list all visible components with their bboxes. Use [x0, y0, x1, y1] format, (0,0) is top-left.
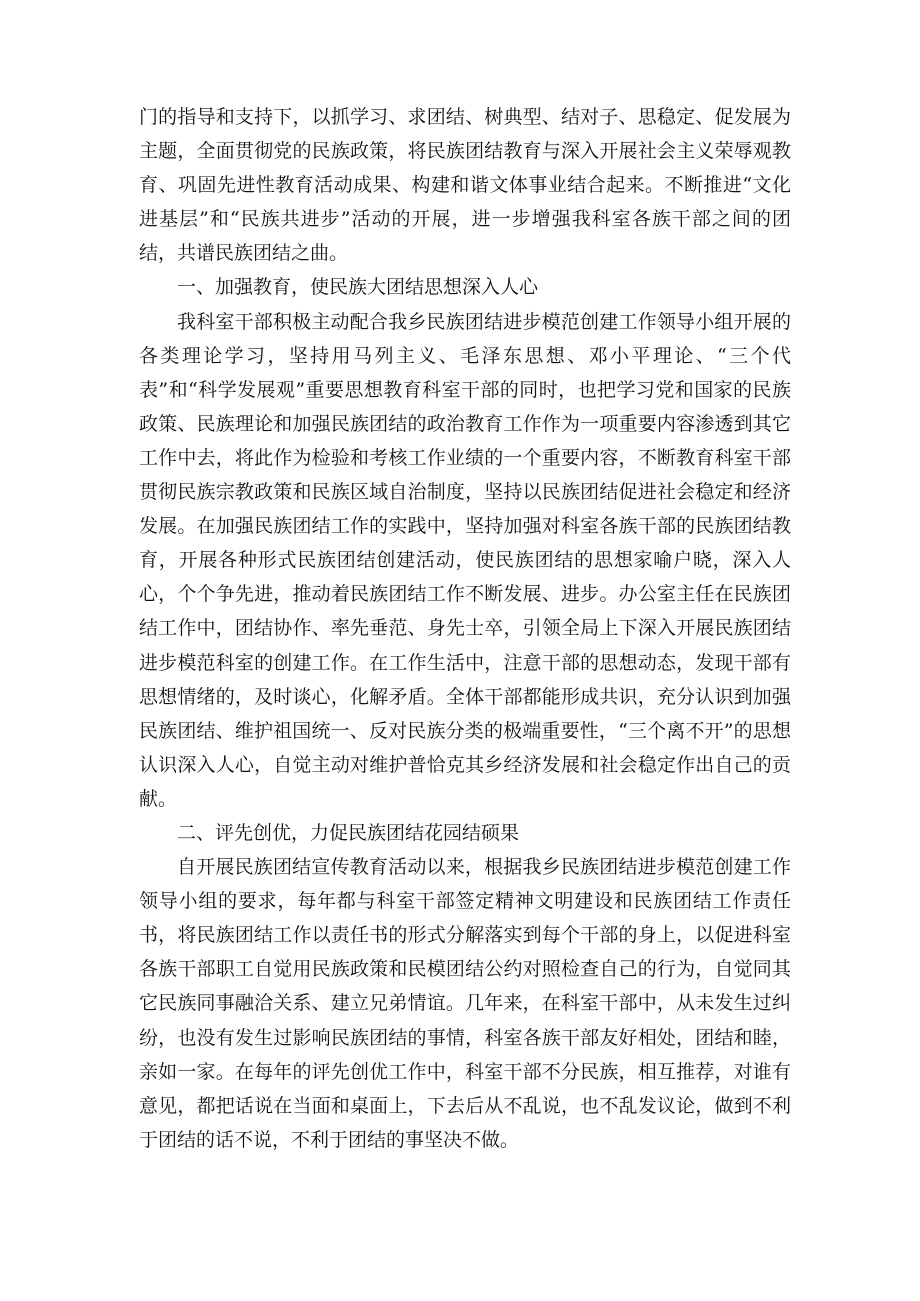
- intro-paragraph: 门的指导和支持下，以抓学习、求团结、树典型、结对子、思稳定、促发展为主题，全面贯彻党的民族政策，将民族团结教育与深入开展社会主义荣辱观教育、巩固先进性教育活动成果、构建和谐文体事业结合起来。不断推进“文化进基层”和“民族共进步”活动的开展，进一步增强我科室各族干部之间的团结，共谱民族团结之曲。: [139, 106, 791, 265]
- document-page: [139, 100, 791, 1157]
- section-1-paragraph: 我科室干部积极主动配合我乡民族团结进步模范创建工作领导小组开展的各类理论学习，坚持用马列主义、毛泽东思想、邓小平理论、“三个代表”和“科学发展观”重要思想教育科室干部的同时，也把学习党和国家的民族政策、民族理论和加强民族团结的政治教育工作作为一项重要内容渗透到其它工作中去，将此作为检验和考核工作业绩的一个重要内容，不断教育科室干部贯彻民族宗教政策和民族区域自治制度，坚持以民族团结促进社会稳定和经济发展。在加强民族团结工作的实践中，坚持加强对科室各族干部的民族团结教育，开展各种形式民族团结创建活动，使民族团结的思想家喻户晓，深入人心，个个争先进，推动着民族团结工作不断发展、进步。办公室主任在民族团结工作中，团结协作、率先垂范、身先士卒，引领全局上下深入开展民族团结进步模范科室的创建工作。在工作生活中，注意干部的思想动态，发现干部有思想情绪的，及时谈心，化解矛盾。全体干部都能形成共识，充分认识到加强民族团结、维护祖国统一、反对民族分类的极端重要性，“三个离不开”的思想认识深入人心，自觉主动对维护普恰克其乡经济发展和社会稳定作出自己的贡献。: [139, 310, 791, 810]
- section-2-heading: 二、评先创优，力促民族团结花园结硕果: [177, 821, 520, 844]
- section-1-heading: 一、加强教育，使民族大团结思想深入人心: [177, 276, 539, 299]
- section-2-paragraph: 自开展民族团结宣传教育活动以来，根据我乡民族团结进步模范创建工作领导小组的要求，每年都与科室干部签定精神文明建设和民族团结工作责任书，将民族团结工作以责任书的形式分解落实到每个干部的身上，以促进科室各族干部职工自觉用民族政策和民模团结公约对照检查自己的行为，自觉同其它民族同事融洽关系、建立兄弟情谊。几年来，在科室干部中，从未发生过纠纷，也没有发生过影响民族团结的事情，科室各族干部友好相处，团结和睦，亲如一家。在每年的评先创优工作中，科室干部不分民族，相互推荐，对谁有意见，都把话说在当面和桌面上，下去后从不乱说，也不乱发议论，做到不利于团结的话不说，不利于团结的事坚决不做。: [139, 856, 791, 1151]
